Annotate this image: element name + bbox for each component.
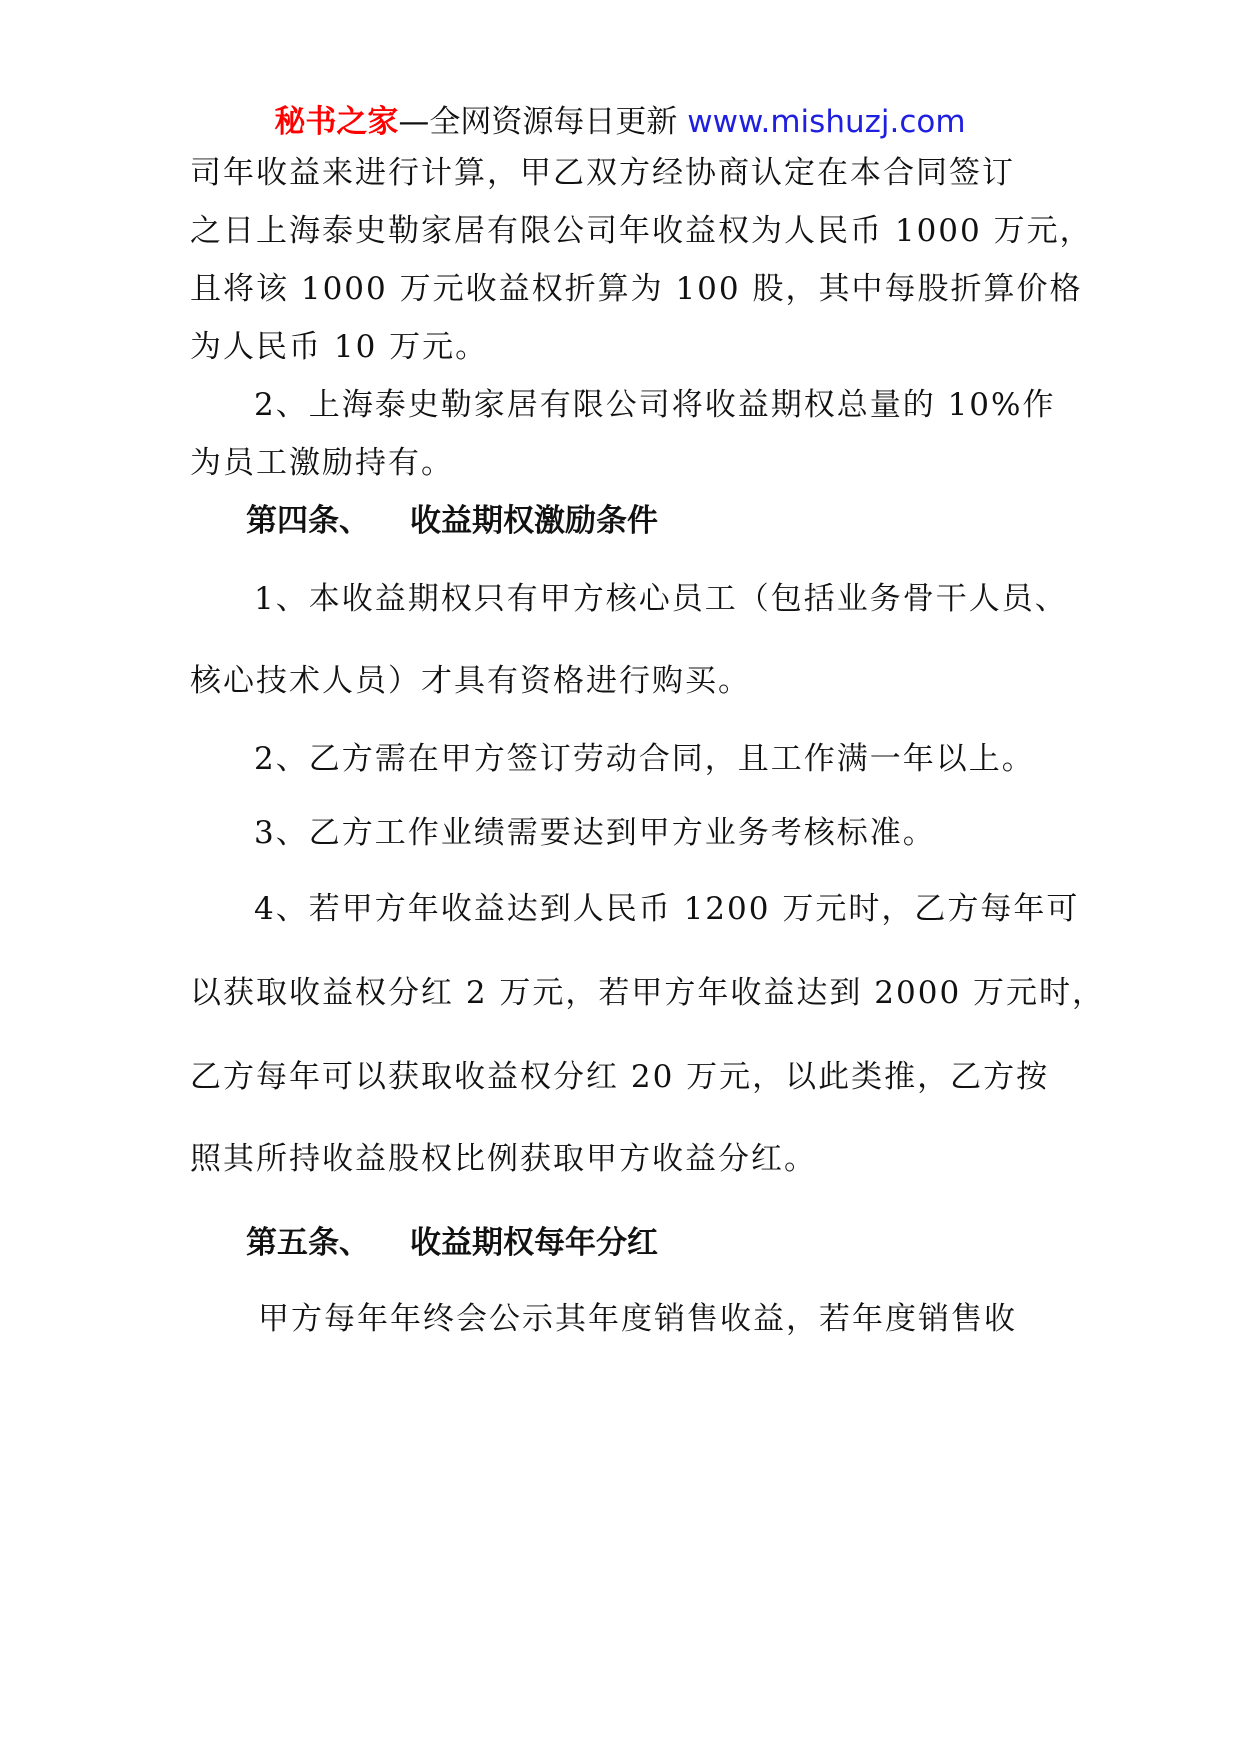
article-5-title: 收益期权每年分红	[410, 1225, 658, 1261]
paragraph-line: 司年收益来进行计算，甲乙双方经协商认定在本合同签订	[190, 155, 1015, 191]
paragraph-line: 乙方每年可以获取收益权分红 20 万元，以此类推，乙方按	[190, 1059, 1050, 1095]
site-header	[0, 100, 1240, 144]
article-4-number: 第四条、	[246, 503, 370, 539]
paragraph-line: 为人民币 10 万元。	[190, 329, 489, 365]
paragraph-line: 2、乙方需在甲方签订劳动合同，且工作满一年以上。	[254, 741, 1035, 777]
article-4-title: 收益期权激励条件	[410, 503, 658, 539]
article-4-heading	[246, 500, 658, 542]
article-5-heading	[246, 1222, 658, 1264]
paragraph-line: 甲方每年年终会公示其年度销售收益，若年度销售收	[258, 1301, 1017, 1337]
paragraph-line: 核心技术人员）才具有资格进行购买。	[190, 663, 751, 699]
paragraph-line: 为员工激励持有。	[190, 445, 454, 481]
brand-name: 秘书之家	[274, 104, 399, 140]
paragraph-line: 以获取收益权分红 2 万元，若甲方年收益达到 2000 万元时，	[190, 975, 1106, 1011]
paragraph-line: 3、乙方工作业绩需要达到甲方业务考核标准。	[254, 815, 936, 851]
paragraph-line: 且将该 1000 万元收益权折算为 100 股，其中每股折算价格	[190, 271, 1083, 307]
header-url-link[interactable]: www.mishuzj.com	[687, 104, 966, 140]
article-5-number: 第五条、	[246, 1225, 370, 1261]
header-slogan: —全网资源每日更新	[398, 104, 678, 140]
paragraph-line: 2、上海泰史勒家居有限公司将收益期权总量的 10%作	[254, 387, 1056, 423]
paragraph-line: 1、本收益期权只有甲方核心员工（包括业务骨干人员、	[254, 581, 1068, 617]
paragraph-line: 之日上海泰史勒家居有限公司年收益权为人民币 1000 万元，	[190, 213, 1093, 249]
paragraph-line: 4、若甲方年收益达到人民币 1200 万元时，乙方每年可	[254, 891, 1080, 927]
paragraph-line: 照其所持收益股权比例获取甲方收益分红。	[190, 1141, 817, 1177]
